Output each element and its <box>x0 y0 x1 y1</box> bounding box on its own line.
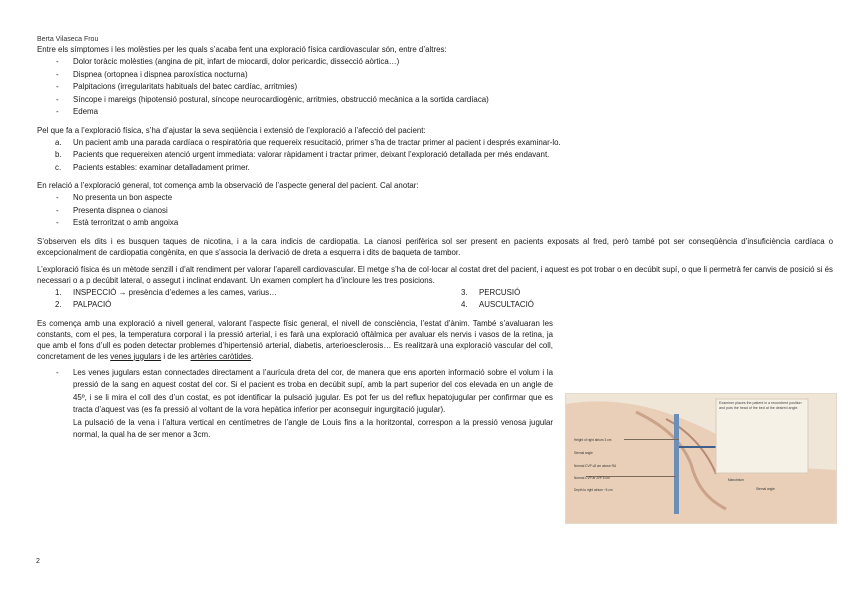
step-marker: 1. <box>55 287 62 297</box>
jugular-continuation: La pulsació de la vena i l’altura vertical en centímetres de l’angle de Louis fins a la horitzontal, correspon a la pressió venosa jugular normal, la qual ha de ser menor a 3cm. <box>73 417 553 439</box>
general-intro: En relació a l’exploració general, tot comença amb la observació de l’aspecte general del pacient. Cal anotar: <box>37 181 419 190</box>
figure-label: Manubrium <box>728 478 744 482</box>
list-item: - Presenta dispnea o cianosi <box>37 205 833 218</box>
vital-text: i de les <box>161 351 191 361</box>
intro-paragraph: Entre els símptomes i les molèsties per les quals s’acaba fent una exploració física cardiovascular són, entre d’altres: <box>37 45 447 54</box>
step-marker: 2. <box>55 300 62 309</box>
symptoms-list <box>37 56 833 119</box>
step-marker: 3. <box>461 287 468 297</box>
step-text: PERCUSIÓ <box>479 287 521 297</box>
step-item <box>443 299 534 312</box>
step-text: AUSCULTACIÓ <box>479 300 534 309</box>
list-marker: b. <box>55 150 62 159</box>
figure-label: Height of right atrium 3 cm <box>574 438 612 442</box>
figure-label: Sternal angle <box>574 451 593 455</box>
jugular-list <box>37 367 553 417</box>
cyanosis-paragraph: S’observen els dits i es busquen taques de nicotina, i a la cara indicis de cardiopatia. La cianosi perifèrica sol ser present en pacients exposats al fred, però també pot ser conseqüència d’insuficiència cardíaca o excepcionalment de cardiopatia congènita, en que s’associa la derivació de dreta a esquerra i dits de baqueta de tambor. <box>37 236 833 257</box>
step-item <box>443 287 534 300</box>
step-text: PALPACIÓ <box>73 300 112 309</box>
exam-steps <box>37 287 833 312</box>
exam-paragraph: L’exploració física és un mètode senzill i d’alt rendiment per valorar l’aparell cardiovascular. El metge s’ha de col·locar al costat dret del pacient, i aquest es pot trobar o en decúbit supí, o que li permetrà fer canvis de posició si és necessari o a p decúbit lateral, o assegut i inclinat endavant. Un examen complert ha d’incloure les tres posicions. <box>37 264 833 285</box>
list-text: Un pacient amb una parada cardíaca o respiratòria que requereix resucitació, primer s’ha de tractar primer al pacient i després examinar-lo. <box>73 137 561 147</box>
jugular-veins-link[interactable]: venes jugulars <box>110 351 162 361</box>
list-item: - Les venes jugulars estan connectades directament a l’aurícula dreta del cor, de manera que ens aporten informació sobre el volum i la pressió de la sang en aquest costat del cor. Si el pacient es troba en decúbit supí, amb la part superior del cos elevada en un angle de 45º, i se li mira el coll des d’un costat, es pot identificar la pulsació jugular. Es pot fer us del reflux hepatojugular per confirmar que es tracta d’aquest vas (es fa pressió al voltant de la vora hepàtica inferior per aconseguir ingurgitació jugular). <box>37 367 553 417</box>
list-item <box>37 149 833 162</box>
figure-note: Examiner places the patient in a recumbent position and puts the head of the bed at the desired angle. <box>719 401 802 410</box>
list-text: Pacients estables: examinar detalladament primer. <box>73 162 250 172</box>
step-item <box>37 299 443 312</box>
list-item: - Dolor toràcic molèsties (angina de pit, infart de miocardi, dolor pericardic, dissecció aòrtica…) <box>37 56 833 69</box>
figure-label: Sternal angle <box>756 487 775 491</box>
carotid-arteries-link[interactable]: artèries caròtides <box>190 351 252 361</box>
figure-label: Depth to right atrium ~5 cm <box>574 488 613 492</box>
list-item: - Està terroritzat o amb angoixa <box>37 217 833 230</box>
general-list <box>37 192 833 230</box>
sequence-list <box>37 137 833 175</box>
jugular-pressure-illustration <box>565 393 837 524</box>
sequence-intro: Pel que fa a l’exploració física, s’ha d’ajustar la seva seqüència i extensió de l’exploració a l’afecció del pacient: <box>37 125 426 135</box>
list-item: - Edema <box>37 106 833 119</box>
list-text: Pacients que requereixen atenció urgent immediata: valorar ràpidament i tractar primer, deixant l’exploració detallada per més endavant. <box>73 150 550 159</box>
list-item <box>37 162 833 175</box>
list-item <box>37 137 833 150</box>
list-item: - No presenta un bon aspecte <box>37 192 833 205</box>
left-column <box>37 318 553 442</box>
list-item: - Palpitacions (irregularitats habituals del batec cardíac, arritmies) <box>37 81 833 94</box>
vital-text: Es comença amb una exploració a nivell general, valorant l’aspecte físic general, el nivell de consciència, l’estat d’ànim. També s’avaluaran les constants, com el pes, la temperatura corporal i la pressió arterial, i es farà una exploració oftàlmica per avaluar els nervis i vasos de la retina, ja que amb el fons d’ull es poden detectar problemes d’hipertensió arterial, diabetis, arterioesclerosis… Es realitzarà una exploració vascular del coll, concretament de les <box>37 318 553 361</box>
step-text: INSPECCIÓ → presència d’edemes a les cames, varius… <box>73 287 277 297</box>
illustration-svg <box>566 394 836 523</box>
list-item: - Síncope i mareigs (hipotensió postural, síncope neurocardiogènic, arritmies, obstrucció mecànica a la sortida cardíaca) <box>37 94 833 107</box>
list-marker: a. <box>55 137 62 147</box>
list-item: - Dispnea (ortopnea i dispnea paroxística nocturna) <box>37 69 833 82</box>
vital-text: . <box>251 351 254 361</box>
author-header: Berta Vilaseca Frou <box>37 36 99 43</box>
figure-label: Normal CVP at JVP 5 cm <box>574 476 610 480</box>
document-page <box>37 35 833 442</box>
step-marker: 4. <box>461 300 468 309</box>
list-marker: c. <box>55 162 62 172</box>
step-item <box>37 287 443 300</box>
page-number: 2 <box>36 558 40 565</box>
figure-label: Normal CVP ≤8 cm above RA <box>574 464 617 468</box>
vital-paragraph <box>37 318 553 362</box>
